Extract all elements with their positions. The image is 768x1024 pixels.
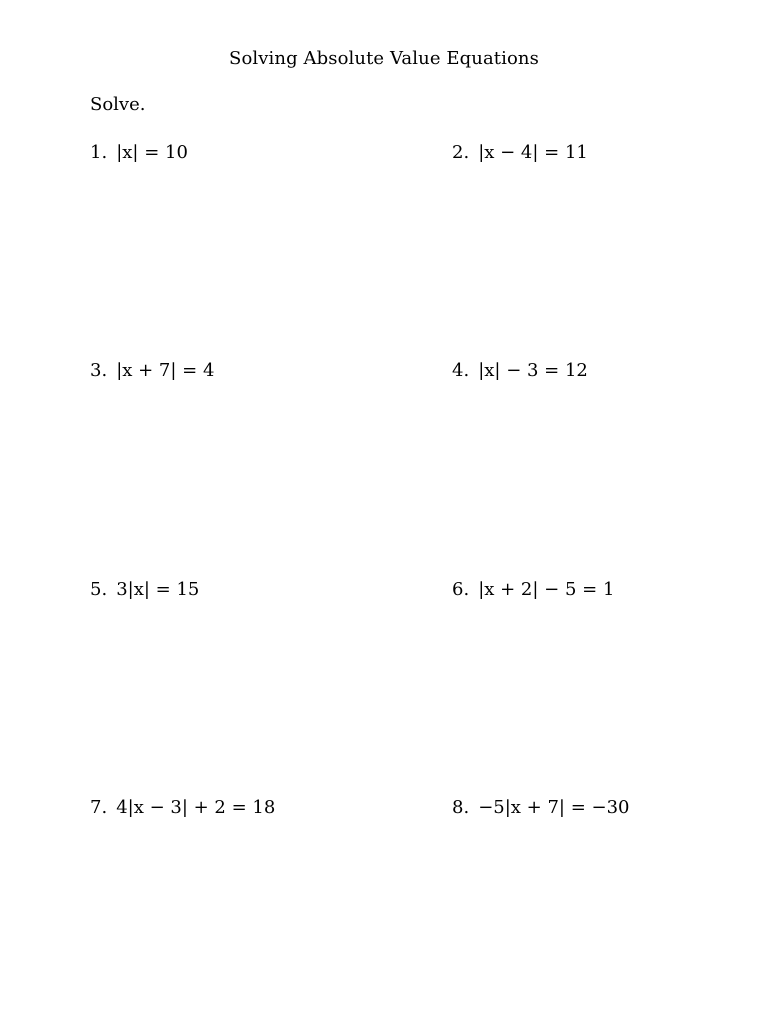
- problem-equation: |x + 2| − 5 = 1: [478, 579, 615, 600]
- problem-2: [452, 142, 588, 163]
- problem-number: 4.: [452, 360, 470, 381]
- problem-equation: |x + 7| = 4: [116, 360, 215, 381]
- problem-equation: −5|x + 7| = −30: [478, 797, 630, 818]
- problem-number: 7.: [90, 797, 108, 818]
- problem-equation: 4|x − 3| + 2 = 18: [116, 797, 276, 818]
- problem-equation: |x − 4| = 11: [478, 142, 588, 163]
- problem-6: [452, 579, 614, 600]
- problem-number: 1.: [90, 142, 108, 163]
- problem-number: 5.: [90, 579, 108, 600]
- problem-3: [90, 360, 214, 381]
- problem-5: [90, 579, 199, 600]
- problem-number: 2.: [452, 142, 470, 163]
- instruction-text: Solve.: [90, 94, 146, 115]
- problem-equation: |x| − 3 = 12: [478, 360, 588, 381]
- problem-7: [90, 797, 275, 818]
- problem-number: 3.: [90, 360, 108, 381]
- problem-4: [452, 360, 588, 381]
- problem-equation: |x| = 10: [116, 142, 188, 163]
- problem-equation: 3|x| = 15: [116, 579, 200, 600]
- page-title: Solving Absolute Value Equations: [229, 48, 539, 69]
- problem-1: [90, 142, 188, 163]
- problem-number: 6.: [452, 579, 470, 600]
- problem-number: 8.: [452, 797, 470, 818]
- problem-8: [452, 797, 630, 818]
